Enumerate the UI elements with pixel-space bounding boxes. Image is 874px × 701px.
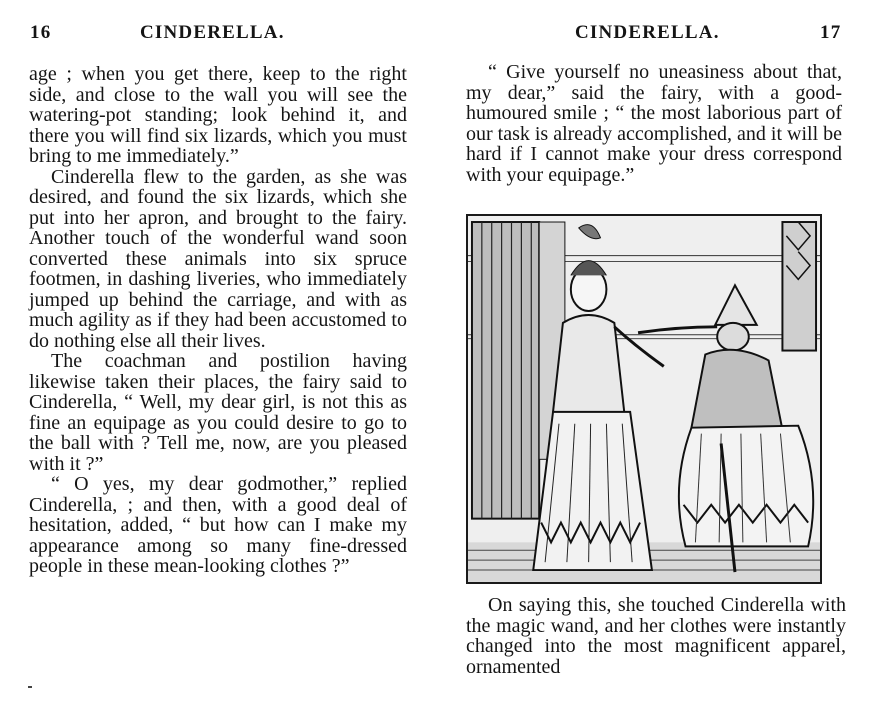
left-running-head: CINDERELLA. xyxy=(140,22,285,43)
woodcut-illustration xyxy=(466,214,822,584)
right-page xyxy=(437,0,874,701)
paragraph: The coachman and postilion having likewise taken their places, the fairy said to Cinderella, “ Well, my dear girl, is not this as fine an equipage as you could desire to go to the ball with ? Tell me, now, are you pleased with it ?” xyxy=(29,350,407,475)
paragraph: On saying this, she touched Cinderella with the magic wand, and her clothes were instantly changed into the most magnificent apparel, ornamented xyxy=(466,594,846,678)
right-top-text xyxy=(466,62,842,185)
paragraph: age ; when you get there, keep to the right side, and close to the wall you will see the watering-pot standing; look behind it, and there you will find six lizards, which you must bring to me immediately.” xyxy=(29,63,407,167)
paragraph: Cinderella flew to the garden, as she was desired, and found the six lizards, which she put into her apron, and brought to the fairy. Another touch of the wonderful wand soon converted these animals into six spruce footmen, in dashing liveries, who immediately jumped up behind the carriage, and with as much agility as if they had been accustomed to do nothing else all their lives. xyxy=(29,165,407,352)
right-page-number: 17 xyxy=(820,22,842,43)
right-bottom-text xyxy=(466,595,846,677)
left-body-text xyxy=(29,64,407,577)
cinderella-fairy-woodcut xyxy=(468,216,820,582)
left-page-number: 16 xyxy=(30,22,52,43)
paragraph: “ O yes, my dear godmother,” replied Cinderella, ; and then, with a good deal of hesitation, added, “ but how can I make my appearance among so many fine-dressed people in these mean-looking clothes ?” xyxy=(29,473,407,577)
paragraph: “ Give yourself no uneasiness about that, my dear,” said the fairy, with a good-humoured smile ; “ the most laborious part of our task is already accomplished, and it will be hard if I cannot make your dress correspond with your equipage.” xyxy=(466,61,843,186)
right-running-head: CINDERELLA. xyxy=(575,22,720,43)
print-mark xyxy=(28,686,32,688)
